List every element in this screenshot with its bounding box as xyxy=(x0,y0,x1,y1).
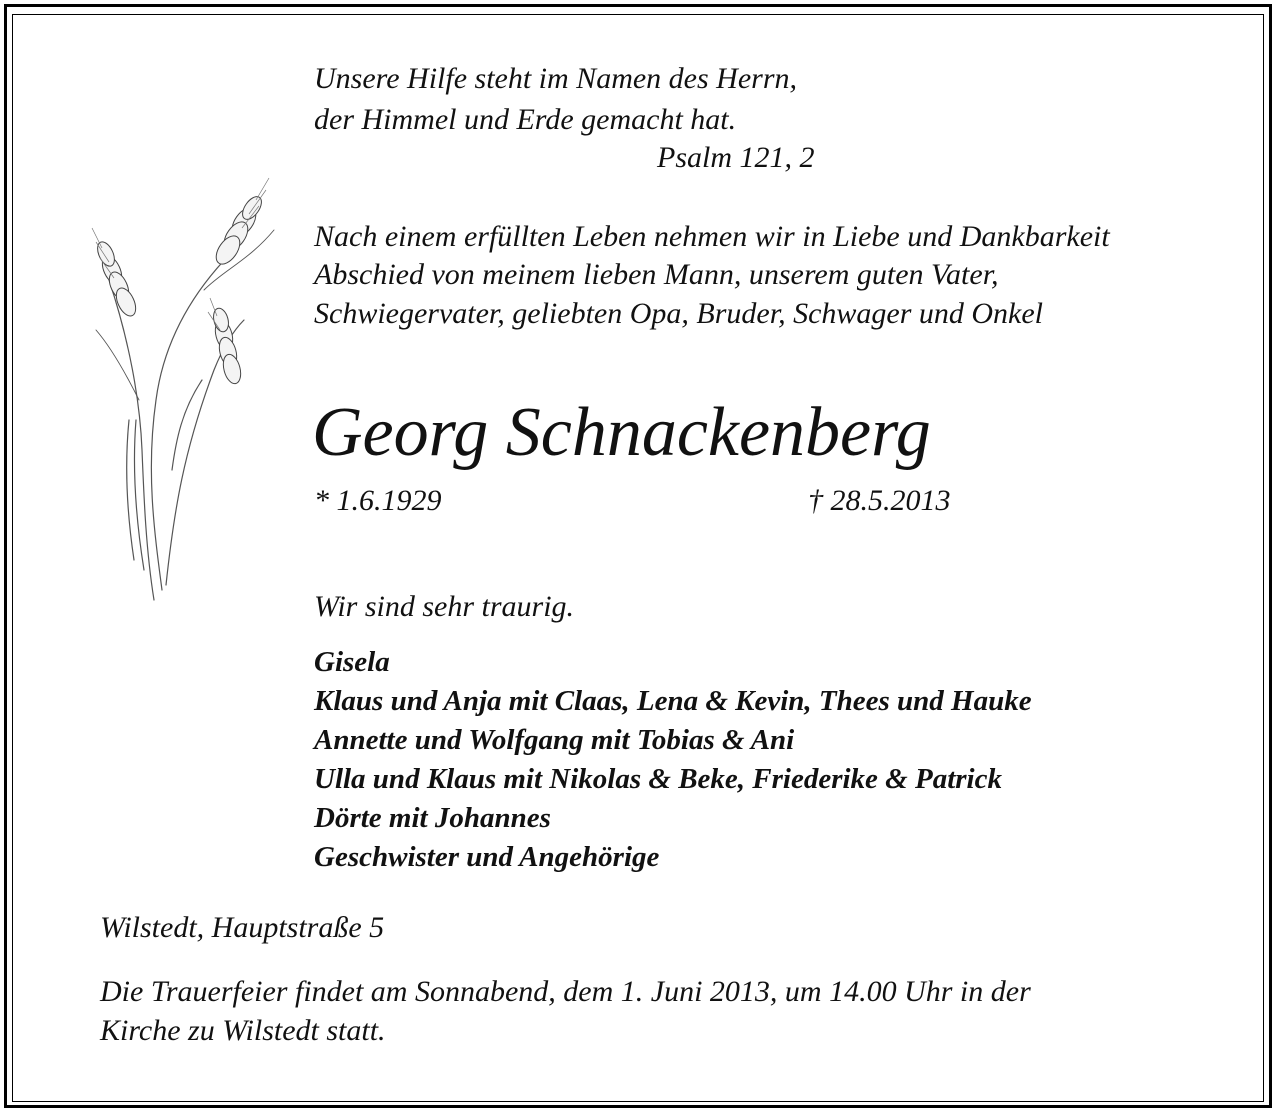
mourner-line: Ulla und Klaus mit Nikolas & Beke, Friederike & Patrick xyxy=(314,763,1002,795)
wheat-ears-icon xyxy=(84,170,294,610)
mourner-line: Geschwister und Angehörige xyxy=(314,841,660,873)
intro-line-1: Nach einem erfüllten Leben nehmen wir in Liebe und Dankbarkeit xyxy=(314,220,1110,253)
mourner-line: Gisela xyxy=(314,646,390,678)
birth-date: * 1.6.1929 xyxy=(314,484,442,517)
address: Wilstedt, Hauptstraße 5 xyxy=(100,911,385,944)
service-line-2: Kirche zu Wilstedt statt. xyxy=(100,1014,386,1047)
intro-line-2: Abschied von meinem lieben Mann, unserem guten Vater, xyxy=(314,258,999,291)
mourner-line: Annette und Wolfgang mit Tobias & Ani xyxy=(314,724,795,756)
service-line-1: Die Trauerfeier findet am Sonnabend, dem 1. Juni 2013, um 14.00 Uhr in der xyxy=(100,975,1031,1008)
verse-line-2: der Himmel und Erde gemacht hat. xyxy=(314,103,737,136)
verse-line-1: Unsere Hilfe steht im Namen des Herrn, xyxy=(314,62,797,95)
verse-reference: Psalm 121, 2 xyxy=(657,141,815,174)
death-date: † 28.5.2013 xyxy=(808,484,951,517)
mourner-line: Dörte mit Johannes xyxy=(314,802,551,834)
deceased-name: Georg Schnackenberg xyxy=(312,394,931,471)
mourner-line: Klaus und Anja mit Claas, Lena & Kevin, Thees und Hauke xyxy=(314,685,1032,717)
sadness-statement: Wir sind sehr traurig. xyxy=(314,590,575,623)
intro-line-3: Schwiegervater, geliebten Opa, Bruder, Schwager und Onkel xyxy=(314,297,1044,330)
